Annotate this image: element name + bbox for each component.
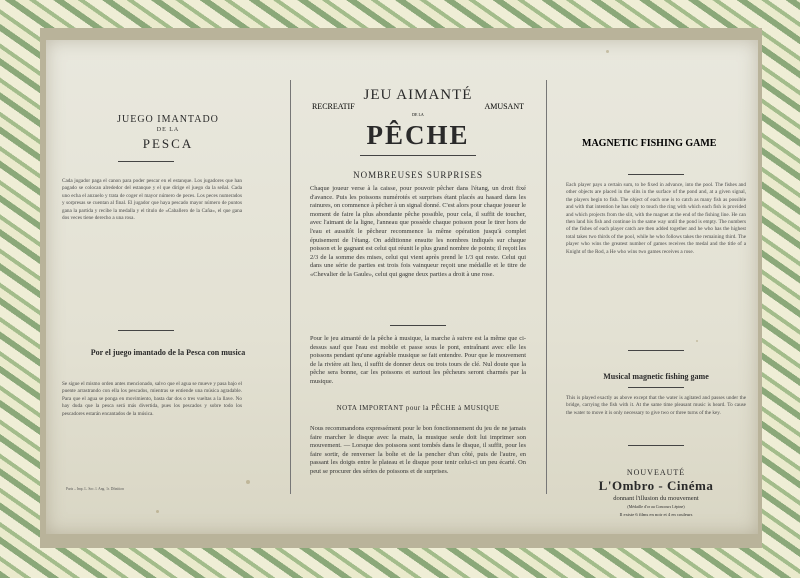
printer-credit: Paris – Imp. L. Soc. l. Ang. 1r. Dfinition	[66, 487, 124, 491]
ombro-cinema-title: L'Ombro - Cinéma	[598, 478, 714, 493]
recreatif-label: RECREATIF	[312, 102, 355, 111]
divider-rule	[390, 325, 446, 326]
amusant-label: AMUSANT	[484, 102, 524, 111]
spanish-rules-text: Cada jugador paga el canon para poder pescar en el estanque. Los jugadores que han pagado se colocan alrededor del estanque y el que dirige el juego da la señal. Cada uno echa el anzuelo y trata de coger el mayor número de peces. Los peces numerados y sorpresas se cuentan al final. El jugador que haya pescado mayor número de puntos gana la partida y recibe la medalla y el título de «Caballero de la Caña», el que gana dos veces tiene derecho a una rosa.	[62, 178, 242, 222]
french-column	[290, 40, 546, 534]
divider-rule	[118, 161, 174, 162]
spanish-column	[46, 40, 290, 534]
divider-rule	[118, 330, 174, 331]
french-rules-text: Chaque joueur verse à la caisse, pour pouvoir pêcher dans l'étang, un droit fixé d'avance. Puis les poissons numérotés et surprises étant placés au hasard dans les rainures, on commence à pêcher à un signal donné. C'est alors pour chaque joueur le moment de faire la plus abondante pêche possible, pour cela, il suffit de toucher, avec l'aimant de la ligne, l'anneau que possède chaque poisson pour le tirer hors de l'eau et aussitôt le pêcheur recommence la même opération jusqu'à complet épuisement de l'étang. On additionne ensuite les nombres indiqués sur chaque poisson et le gagnant est celui qui réunit le plus grand nombre de points; il reçoit les 2/3 de la somme des mises, celui qui vient après prend le 1/3 qui reste. Celui qui dans une série de parties est trois fois vainqueur reçoit une médaille et le titre de «Chevalier de la Gaule», celui qui gagne deux parties a droit à une rose.	[310, 185, 526, 278]
english-music-heading: Musical magnetic fishing game	[603, 372, 709, 381]
spanish-music-heading: Por el juego imantado de la Pesca con musica	[90, 348, 246, 357]
spanish-title-pesca: PESCA	[142, 136, 194, 151]
nouveaute-label: NOUVEAUTÉ	[626, 468, 686, 477]
spanish-title: JUEGO IMANTADO	[117, 114, 219, 125]
divider-rule	[628, 387, 684, 388]
ombro-availability: Il existe 6 films en noir et 4 en couleurs	[619, 512, 693, 517]
divider-rule	[628, 350, 684, 351]
english-title: MAGNETIC FISHING GAME	[582, 138, 717, 149]
spanish-de-la: DE LA	[156, 127, 180, 133]
ombro-award: (Médaille d'or au Concours Lépine)	[627, 504, 685, 509]
french-nota-heading: NOTA IMPORTANT pour la PÊCHE à MUSIQUE	[336, 404, 500, 412]
french-music-text: Pour le jeu aimanté de la pêche à musique, la marche à suivre est la même que ci-dessus sauf que l'eau est mobile et passe sous le pont, entraînant avec elle les poissons pendant qu'une agréable musique se fait entendre. Pour que le mouvement de la rivière ait lieu, il suffit de donner deux ou trois tours de clé. Nul doute que la pêche sera bonne, car les poissons et surtout les pêcheurs seront charmés par la musique.	[310, 335, 526, 385]
divider-rule	[628, 174, 684, 175]
french-de-la: DE LA	[412, 112, 424, 117]
french-nota-text: Nous recommandons expressément pour le bon fonctionnement du jeu de ne jamais faire marcher le disque avec la main, la musique seule doit lui imprimer son mouvement. — Lorsque des poissons sont tombés dans le disque, il suffit, pour les faire sortir, de renverser la boîte et de la pencher d'un côté, puis de l'autre, en passant les doigts entre le plateau et le disque pour tenir celui-ci un peu écarté. On peut se procurer des séries de poissons et de surprises.	[310, 425, 526, 475]
french-subtitle: NOMBREUSES SURPRISES	[353, 170, 483, 180]
divider-rule	[360, 155, 476, 156]
instruction-sheet	[46, 40, 758, 534]
english-column	[546, 40, 766, 534]
french-title-peche: PÊCHE	[366, 120, 470, 150]
english-music-text: This is played exactly as above except that the water is agitated and passes under the bridge, carrying the fish with it. At the same time pleasant music is heard. To cause the water to move it is only necessary to give two or three turns of the key.	[566, 395, 746, 416]
ombro-tagline: donnant l'illusion du mouvement	[613, 495, 699, 502]
english-rules-text: Each player pays a certain sum, to be fixed in advance, into the pool. The fishes and other objects are placed in the slits in the surface of the pond and, at a given signal, the players begin to fish. The object of each one is to catch as many fish as possible and with that intention he has only to touch the ring with which each fish is provided and which projects from the slit, with the magnet at the end of the fishing line. He can then land his fish and continue in the same way until the pond is empty. The numbers of the fishes of each player catch are then added together and he who has the highest total takes two thirds of the pool, while he who follows takes the remaining third. The player who wins the greatest number of games receives the medal and the title of a Knight of the Rod, a He who wins two games receives a rose.	[566, 182, 746, 255]
french-title: JEU AIMANTÉ	[363, 87, 473, 103]
divider-rule	[628, 445, 684, 446]
spanish-music-text: Se sigue el mismo orden antes mencionado, salvo que el agua se mueve y pasa bajo el puente arrastrando con ella los pescados, mientras se entiende una música agradable. Para que el agua se ponga en movimiento, basta dar dos o tres vueltas a la llave. No hay duda que la pesca será más divertida, pues los pescados y sobre todo los pescadores estarán encantados de la música.	[62, 381, 242, 417]
